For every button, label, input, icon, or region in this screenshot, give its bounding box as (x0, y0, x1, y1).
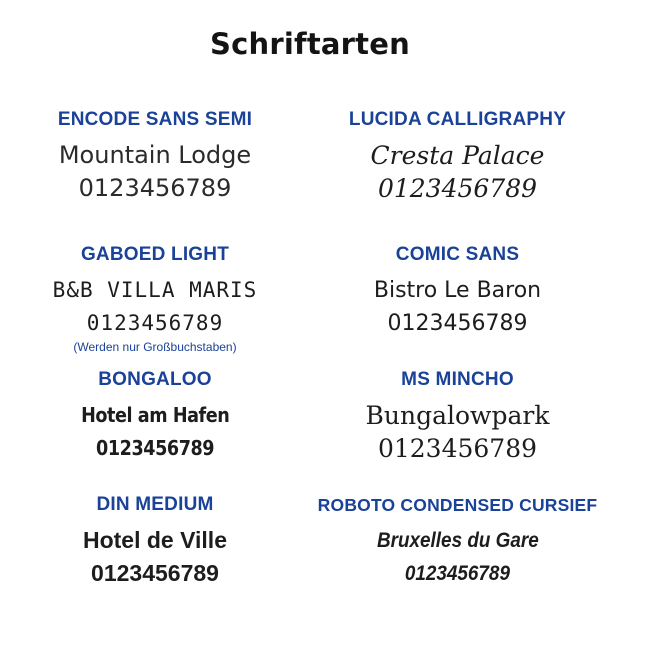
font-block-comic-sans (310, 243, 645, 340)
font-name-label: BONGALOO (98, 369, 212, 390)
font-sample-digits-wrap (310, 557, 605, 590)
font-sample-text: Hotel am Hafen (80, 403, 230, 427)
font-name-label: DIN MEDIUM (96, 494, 214, 515)
font-sample-text: Bistro Le Baron (373, 278, 542, 303)
font-block-roboto-condensed-cursief (310, 493, 645, 590)
font-sample-digits: 0123456789 (86, 311, 224, 335)
font-name-label: LUCIDA CALLIGRAPHY (348, 109, 567, 130)
font-sample-text: Bungalowpark (365, 401, 550, 430)
font-sample-text: B&B VILLA MARIS (52, 278, 258, 302)
font-sample-digits-wrap (0, 432, 310, 465)
font-block-gaboed-light (0, 243, 310, 355)
font-block-ms-mincho (310, 368, 645, 465)
font-name-label: ENCODE SANS SEMI (57, 109, 253, 130)
font-sample-digits: 0123456789 (387, 311, 528, 336)
font-sample-text: Mountain Lodge (58, 141, 252, 169)
font-name-label: COMIC SANS (395, 244, 520, 265)
font-sample-digits: 0123456789 (377, 174, 538, 203)
font-sample-digits: 0123456789 (78, 174, 232, 202)
font-sample-grid (0, 108, 645, 590)
font-block-lucida-calligraphy (310, 108, 645, 205)
font-sample-digits: 0123456789 (95, 436, 215, 460)
font-name-label: ROBOTO CONDENSED CURSIEF (317, 495, 598, 515)
font-sample-digits: 0123456789 (91, 560, 219, 586)
font-sample-digits: 0123456789 (404, 562, 511, 585)
font-block-bongaloo (0, 368, 310, 465)
font-sample-text: Cresta Palace (370, 141, 545, 170)
font-sample-text-wrap (310, 524, 605, 557)
font-sample-digits: 0123456789 (377, 434, 538, 463)
font-name-label: MS MINCHO (401, 369, 514, 390)
font-sample-text-wrap (0, 399, 310, 432)
font-block-din-medium (0, 493, 310, 590)
font-note: (Werden nur Großbuchstaben) (73, 340, 237, 354)
font-name-label: GABOED LIGHT (80, 244, 230, 265)
font-block-encode-sans-semi (0, 108, 310, 205)
font-sample-text: Hotel de Ville (82, 527, 227, 553)
page-title: Schriftarten (210, 27, 410, 61)
font-sample-text: Bruxelles du Gare (376, 529, 539, 552)
